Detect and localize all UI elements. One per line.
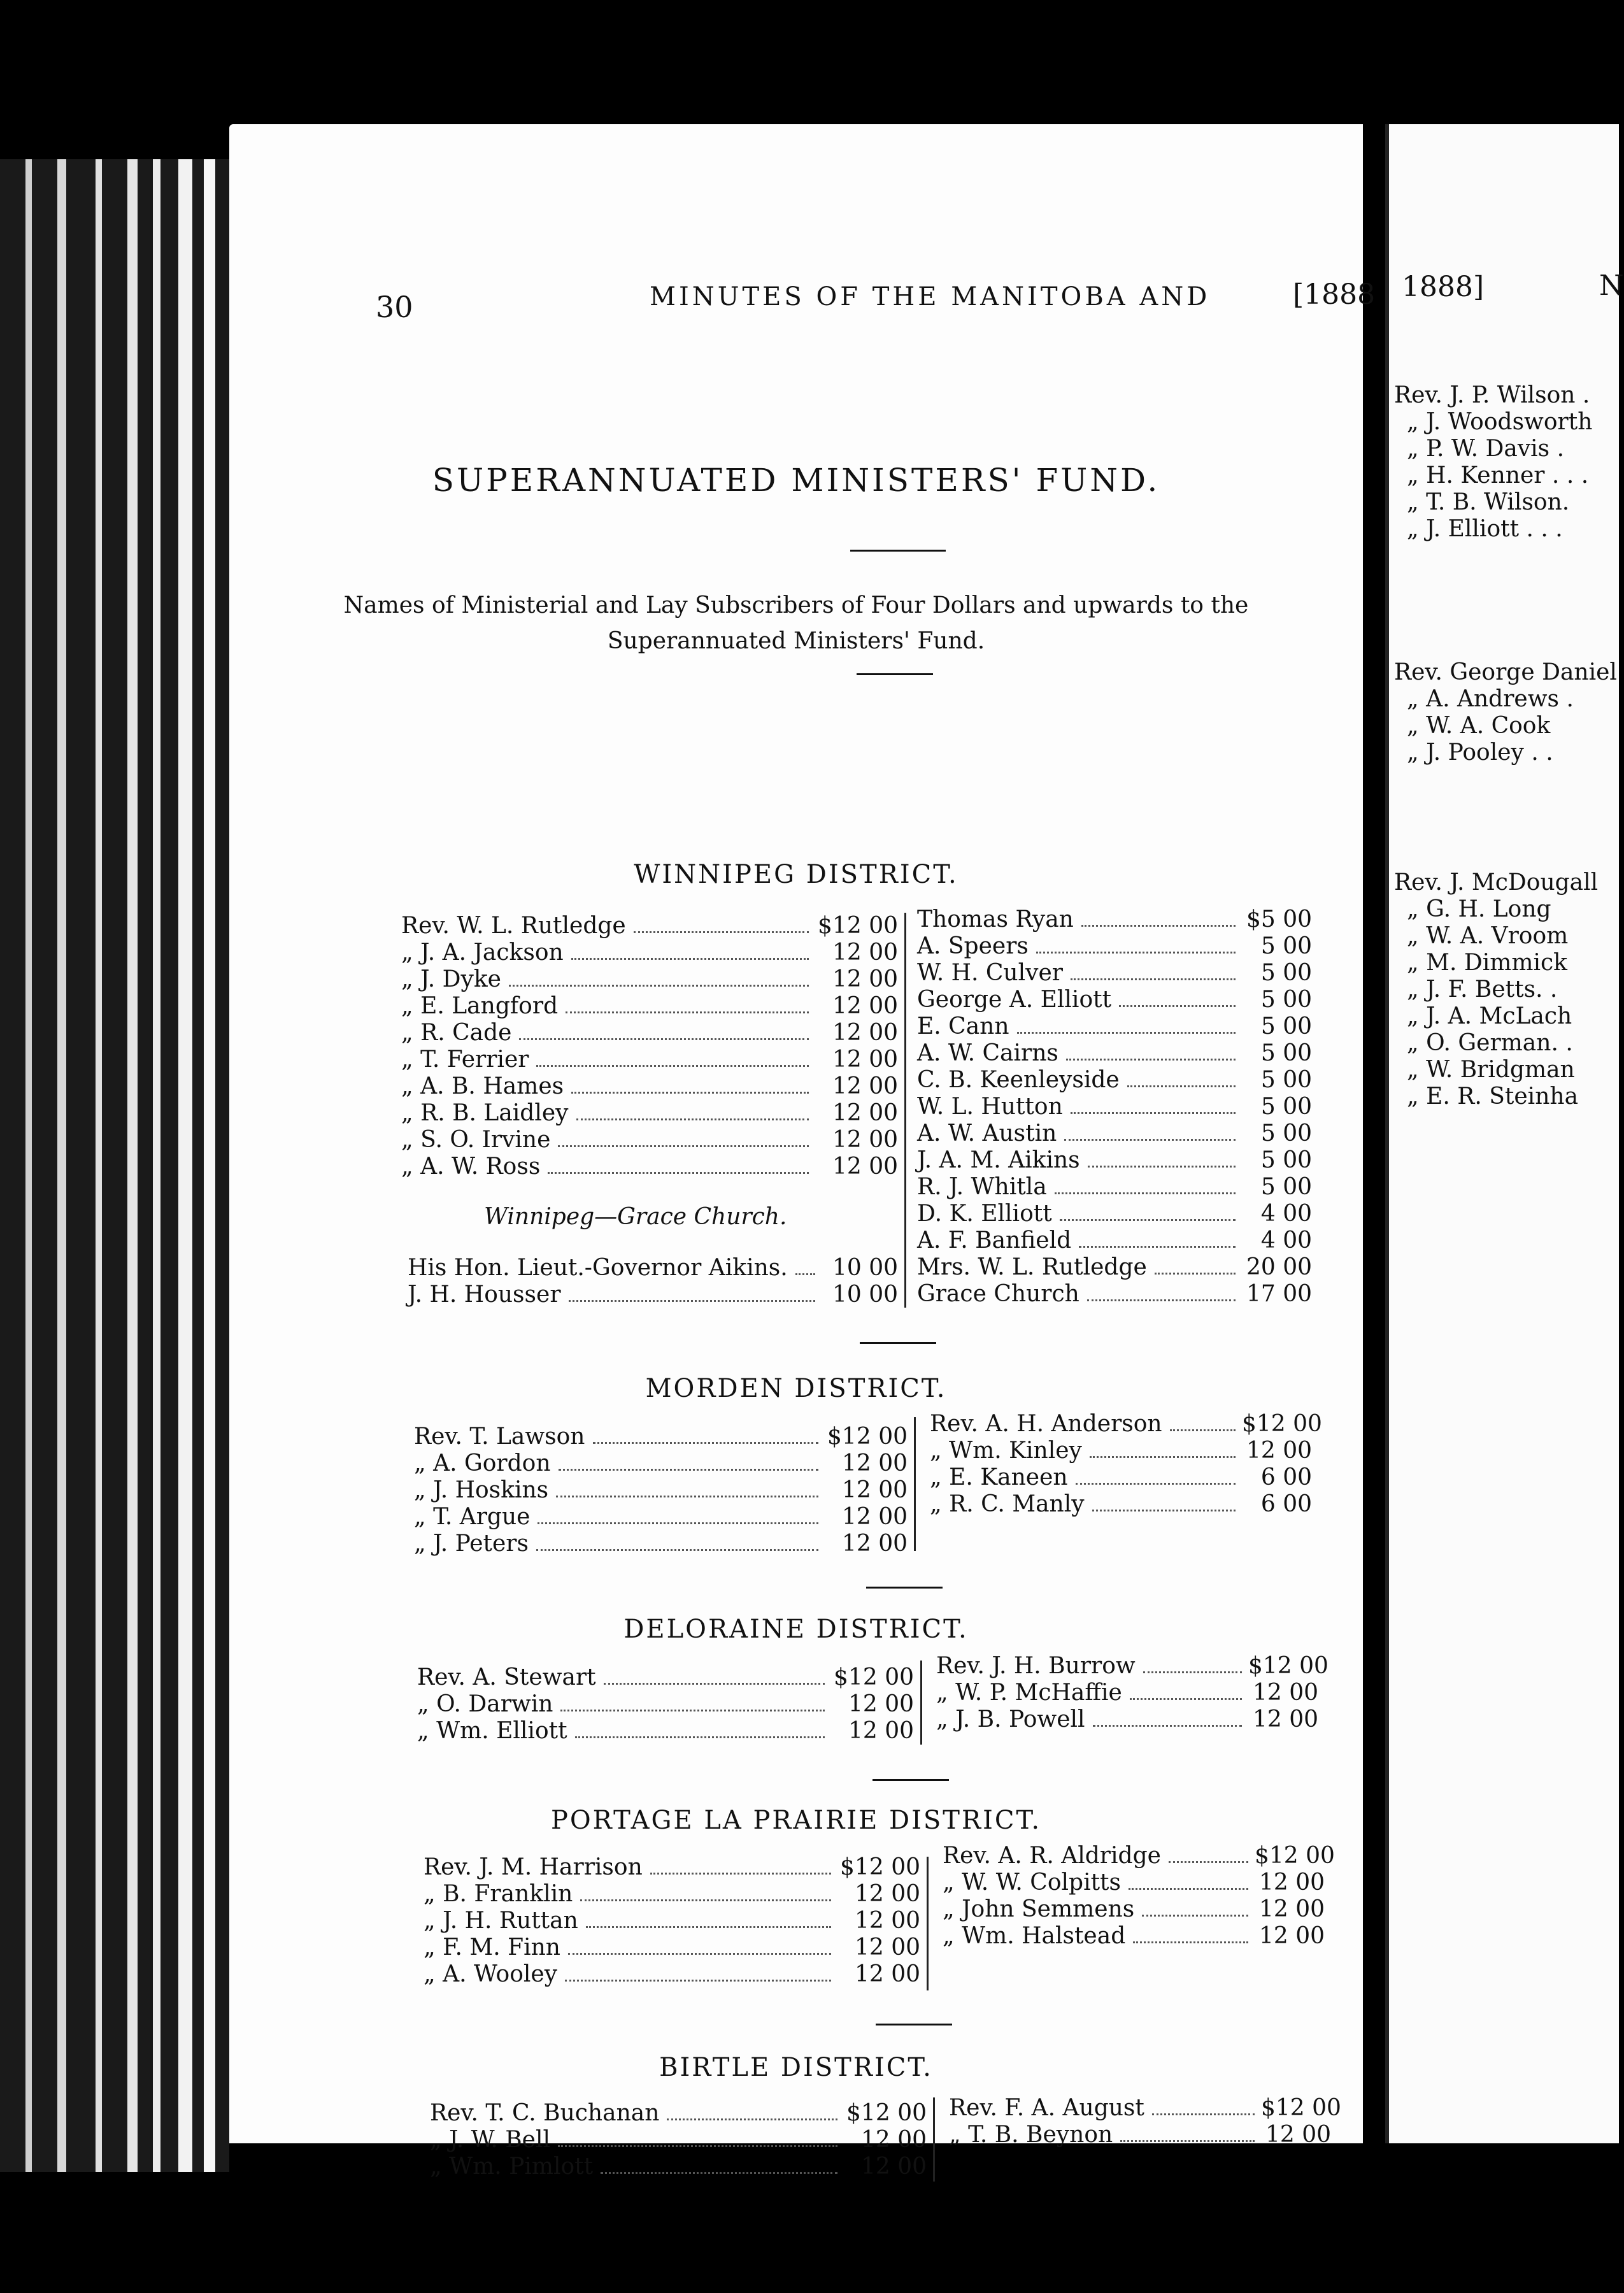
subscription-amount: 4 00 <box>1260 1201 1312 1227</box>
district-heading-morden: MORDEN DISTRICT. <box>645 1374 947 1403</box>
subscription-amount: 12 00 <box>832 1073 898 1099</box>
column-divider <box>933 2097 935 2182</box>
subscription-amount: $12 00 <box>1248 1653 1328 1679</box>
leader-dots <box>1055 1192 1236 1194</box>
subscriber-name: „ J. A. Jackson <box>401 939 564 966</box>
subscriber-name: „ Wm. Kinley <box>930 1438 1082 1464</box>
leader-dots <box>604 1683 825 1685</box>
leader-dots <box>1169 1861 1248 1863</box>
running-title: MINUTES OF THE MANITOBA AND <box>650 282 1211 311</box>
leader-dots <box>1133 1941 1248 1943</box>
leader-dots <box>509 985 809 987</box>
subscriber-name: A. F. Banfield <box>917 1227 1072 1254</box>
subscription-amount: 12 00 <box>832 1127 898 1153</box>
leader-dots <box>566 1011 809 1013</box>
leader-dots <box>1079 1246 1236 1248</box>
running-year: [1888 <box>1293 278 1376 311</box>
subscription-amount: 12 00 <box>841 1504 908 1530</box>
subscription-amount: 12 00 <box>832 1100 898 1126</box>
subscription-amount: $12 00 <box>834 1664 914 1690</box>
leader-dots <box>576 1118 809 1120</box>
leader-dots <box>580 1899 831 1901</box>
subscription-amount: 10 00 <box>832 1282 898 1308</box>
facing-subscriber-row: „ M. Dimmick <box>1407 950 1567 976</box>
book-page <box>229 124 1376 2180</box>
leader-dots <box>1066 1059 1236 1061</box>
subscriber-row <box>917 1281 1312 1308</box>
facing-year: 1888] <box>1402 271 1485 303</box>
subscriber-row <box>430 2127 927 2154</box>
subscriber-row <box>408 1282 898 1308</box>
subscription-amount: 12 00 <box>832 939 898 966</box>
subscriber-row <box>401 913 898 939</box>
subscription-amount: 12 00 <box>832 1046 898 1073</box>
subscription-amount: $12 00 <box>1242 1411 1322 1437</box>
subscriber-name: „ R. B. Laidley <box>401 1100 569 1126</box>
facing-subscriber-row: „ E. R. Steinha <box>1407 1083 1579 1110</box>
leader-dots <box>1142 1915 1248 1917</box>
subscription-amount: $12 00 <box>827 1424 908 1450</box>
grace-church-subheading: Winnipeg—Grace Church. <box>484 1204 787 1230</box>
subscription-amount: 12 00 <box>832 993 898 1019</box>
subscription-amount: $12 00 <box>1255 1843 1335 1869</box>
subscriber-name: „ Wm. Halstead <box>943 1923 1126 1949</box>
district-rule <box>873 1779 949 1781</box>
column-divider <box>904 913 906 1308</box>
subscription-amount: $12 00 <box>840 1854 920 1880</box>
facing-subscriber-row: Rev. J. P. Wilson . <box>1394 382 1590 408</box>
leader-dots <box>1093 1725 1242 1727</box>
facing-subscriber-row: „ W. A. Cook <box>1407 713 1551 739</box>
district-heading-portage: PORTAGE LA PRAIRIE DISTRICT. <box>550 1806 1042 1835</box>
leader-dots <box>536 1549 818 1551</box>
subscription-amount: 12 00 <box>848 1691 914 1717</box>
facing-subscriber-row: „ J. Pooley . . <box>1407 739 1553 766</box>
leader-dots <box>536 1065 809 1067</box>
book-page-edges <box>0 159 229 2172</box>
subscriber-row <box>917 933 1312 960</box>
subscription-amount: $12 00 <box>1261 2095 1341 2121</box>
subscriber-name: His Hon. Lieut.-Governor Aikins. <box>408 1255 788 1281</box>
subscriber-name: R. J. Whitla <box>917 1174 1047 1200</box>
subscription-amount: 12 00 <box>1258 1869 1325 1896</box>
subscriber-row <box>930 1464 1312 1491</box>
subscriber-row <box>417 1664 914 1691</box>
subscriber-name: „ T. Ferrier <box>401 1046 529 1073</box>
facing-subscriber-row: „ J. A. McLach <box>1407 1003 1572 1029</box>
leader-dots <box>1088 1166 1236 1168</box>
subscriber-row <box>917 1201 1312 1227</box>
subscriber-name: „ A. W. Ross <box>401 1154 541 1180</box>
subscriber-row <box>936 1706 1318 1733</box>
subscriber-row <box>424 1961 920 1988</box>
subscriber-row <box>930 1438 1312 1464</box>
subscriber-name: A. W. Austin <box>917 1120 1057 1146</box>
leader-dots <box>1076 1483 1236 1485</box>
leader-dots <box>1120 2140 1255 2142</box>
leader-dots <box>559 1469 818 1471</box>
subscription-amount: 12 00 <box>841 1450 908 1476</box>
subscriber-row <box>917 1147 1312 1174</box>
leader-dots <box>667 2118 837 2120</box>
subscriber-name: „ O. Darwin <box>417 1691 553 1717</box>
leader-dots <box>634 931 809 933</box>
subscriber-name: Rev. J. M. Harrison <box>424 1854 643 1880</box>
facing-subscriber-row: „ T. B. Wilson. <box>1407 489 1570 515</box>
subscription-amount: 12 00 <box>1258 1923 1325 1949</box>
subscriber-row <box>401 1073 898 1100</box>
subscriber-name: Rev. A. Stewart <box>417 1664 596 1690</box>
leader-dots <box>519 1038 809 1040</box>
column-divider <box>920 1661 922 1745</box>
subscriber-name: „ J. Hoskins <box>414 1477 549 1503</box>
leader-dots <box>558 1145 809 1147</box>
subscriber-name: „ J. B. Powell <box>936 1706 1085 1732</box>
subscriber-row <box>401 1020 898 1046</box>
subscriber-row <box>414 1477 908 1504</box>
subscriber-name: „ A. Gordon <box>414 1450 551 1476</box>
subscription-amount: 12 00 <box>1265 2122 1331 2148</box>
subscriber-name: „ T. Argue <box>414 1504 531 1530</box>
subscription-amount: 4 00 <box>1260 1227 1312 1254</box>
subscription-amount: 12 00 <box>860 2127 927 2153</box>
leader-dots <box>1119 1005 1236 1007</box>
subscriber-row <box>424 1934 920 1961</box>
facing-subscriber-row: Rev. George Daniel <box>1394 659 1617 685</box>
subscriber-row <box>917 1094 1312 1120</box>
leader-dots <box>1092 1510 1236 1511</box>
subscriber-row <box>401 966 898 993</box>
subscription-amount: 12 00 <box>1246 1438 1312 1464</box>
subscriber-name: W. H. Culver <box>917 960 1063 986</box>
subscriber-name: „ A. Wooley <box>424 1961 558 1987</box>
subscriber-row <box>917 1174 1312 1201</box>
subscription-amount: 5 00 <box>1260 1067 1312 1093</box>
subscription-amount: 12 00 <box>860 2154 927 2180</box>
intro-text: Names of Ministerial and Lay Subscribers of Four Dollars and upwards to the Superannuated Ministers' Fund. <box>343 592 1249 654</box>
subscriber-row <box>936 1653 1328 1680</box>
leader-dots <box>1071 1112 1236 1114</box>
leader-dots <box>795 1273 815 1275</box>
leader-dots <box>565 1980 831 1982</box>
facing-subscriber-row: Rev. J. McDougall <box>1394 869 1599 896</box>
facing-subscriber-row: „ P. W. Davis . <box>1407 436 1565 462</box>
subscriber-name: C. B. Keenleyside <box>917 1067 1120 1093</box>
subscriber-row <box>430 2100 927 2127</box>
subscription-amount: 5 00 <box>1260 987 1312 1013</box>
subscriber-row <box>430 2154 927 2180</box>
facing-subscriber-row: „ J. F. Betts. . <box>1407 976 1558 1003</box>
leader-dots <box>558 2145 837 2147</box>
district-rule <box>876 2024 952 2025</box>
subscription-amount: 5 00 <box>1260 960 1312 986</box>
subscriber-row <box>949 2122 1331 2148</box>
subscriber-name: „ W. W. Colpitts <box>943 1869 1121 1896</box>
subscriber-name: Rev. A. R. Aldridge <box>943 1843 1161 1869</box>
subscriber-row <box>917 960 1312 987</box>
subscriber-row <box>424 1854 920 1881</box>
district-heading-birtle: BIRTLE DISTRICT. <box>659 2053 933 2082</box>
subscriber-row <box>401 939 898 966</box>
subscriber-name: A. W. Cairns <box>917 1040 1058 1066</box>
subscriber-name: „ J. Dyke <box>401 966 501 992</box>
subscriber-row <box>949 2095 1341 2122</box>
subscription-amount: 12 00 <box>854 1881 920 1907</box>
subscriber-name: „ A. B. Hames <box>401 1073 564 1099</box>
subscriber-name: „ R. Cade <box>401 1020 512 1046</box>
leader-dots <box>571 1092 809 1094</box>
subscriber-name: A. Speers <box>917 933 1029 959</box>
subscription-amount: 12 00 <box>841 1477 908 1503</box>
facing-subscriber-row: „ O. German. . <box>1407 1030 1573 1056</box>
leader-dots <box>1090 1456 1236 1458</box>
district-heading-winnipeg: WINNIPEG DISTRICT. <box>634 860 958 889</box>
subscription-amount: 5 00 <box>1260 1174 1312 1200</box>
subscriber-name: „ W. P. McHaffie <box>936 1680 1122 1706</box>
subscriber-name: Rev. W. L. Rutledge <box>401 913 626 939</box>
subscription-amount: 12 00 <box>848 1718 914 1744</box>
subscriber-row <box>943 1896 1325 1923</box>
subscriber-name: „ T. B. Beynon <box>949 2122 1113 2148</box>
facing-subscriber-row: „ W. Bridgman <box>1407 1057 1575 1083</box>
subscriber-name: W. L. Hutton <box>917 1094 1063 1120</box>
subscription-amount: 12 00 <box>841 1531 908 1557</box>
subscriber-name: Thomas Ryan <box>917 906 1074 932</box>
leader-dots <box>1036 952 1236 954</box>
fund-title: SUPERANNUATED MINISTERS' FUND. <box>432 462 1160 499</box>
subscriber-name: Mrs. W. L. Rutledge <box>917 1254 1147 1280</box>
leader-dots <box>556 1496 818 1497</box>
leader-dots <box>1129 1888 1248 1890</box>
subscription-amount: 12 00 <box>832 966 898 992</box>
column-divider <box>914 1417 916 1551</box>
subscriber-name: George A. Elliott <box>917 987 1112 1013</box>
leader-dots <box>593 1442 819 1444</box>
subscription-amount: 5 00 <box>1260 1094 1312 1120</box>
subscriber-row <box>424 1881 920 1908</box>
subscriber-row <box>917 1013 1312 1040</box>
subscriber-name: Rev. T. Lawson <box>414 1424 585 1450</box>
subscriber-name: „ S. O. Irvine <box>401 1127 551 1153</box>
leader-dots <box>575 1736 825 1738</box>
subscriber-row <box>401 1127 898 1154</box>
subscriber-row <box>943 1923 1325 1950</box>
district-rule <box>866 1587 943 1589</box>
subscription-amount: 6 00 <box>1260 1464 1312 1490</box>
leader-dots <box>586 1926 831 1928</box>
subscriber-name: „ J. W. Bell <box>430 2127 550 2153</box>
title-rule <box>850 550 946 552</box>
subscriber-row <box>917 906 1312 933</box>
subscription-amount: 5 00 <box>1260 1147 1312 1173</box>
leader-dots <box>560 1710 825 1711</box>
facing-page <box>1385 124 1624 2143</box>
subscription-amount: 12 00 <box>832 1154 898 1180</box>
subscriber-row <box>917 1227 1312 1254</box>
subscription-amount: 17 00 <box>1246 1281 1312 1307</box>
column-divider <box>927 1857 929 1990</box>
leader-dots <box>1130 1698 1242 1700</box>
leader-dots <box>1017 1032 1236 1034</box>
subscription-amount: 12 00 <box>1252 1706 1318 1732</box>
subscription-amount: 12 00 <box>854 1961 920 1987</box>
subscriber-name: J. H. Housser <box>408 1282 561 1308</box>
subscriber-row <box>917 1254 1312 1281</box>
subscriber-row <box>917 1120 1312 1147</box>
facing-subscriber-row: „ H. Kenner . . . <box>1407 462 1589 489</box>
leader-dots <box>1071 978 1236 980</box>
subscriber-row <box>417 1691 914 1718</box>
subscriber-row <box>401 1154 898 1180</box>
intro-rule <box>857 673 933 675</box>
leader-dots <box>571 958 809 960</box>
subscriber-name: „ Wm. Pimlott <box>430 2154 594 2180</box>
leader-dots <box>650 1873 831 1875</box>
district-heading-deloraine: DELORAINE DISTRICT. <box>623 1615 969 1644</box>
leader-dots <box>601 2172 837 2174</box>
subscriber-row <box>930 1491 1312 1518</box>
leader-dots <box>568 1953 831 1955</box>
subscriber-name: Grace Church <box>917 1281 1079 1307</box>
subscriber-row <box>401 993 898 1020</box>
leader-dots <box>1170 1429 1236 1431</box>
subscriber-row <box>424 1908 920 1934</box>
subscriber-row <box>943 1843 1335 1869</box>
subscription-amount: 5 00 <box>1260 1120 1312 1146</box>
subscriber-row <box>414 1504 908 1531</box>
subscriber-row <box>417 1718 914 1745</box>
subscriber-name: „ F. M. Finn <box>424 1934 560 1961</box>
facing-subscriber-row: „ J. Elliott . . . <box>1407 516 1563 542</box>
subscriber-row <box>930 1411 1322 1438</box>
leader-dots <box>1127 1085 1236 1087</box>
subscriber-name: Rev. F. A. August <box>949 2095 1144 2121</box>
subscription-amount: 20 00 <box>1246 1254 1312 1280</box>
subscriber-name: E. Cann <box>917 1013 1009 1039</box>
leader-dots <box>1087 1299 1236 1301</box>
subscriber-name: D. K. Elliott <box>917 1201 1052 1227</box>
leader-dots <box>548 1172 809 1174</box>
subscriber-name: „ Wm. Elliott <box>417 1718 567 1744</box>
subscription-amount: 5 00 <box>1260 1013 1312 1039</box>
leader-dots <box>1152 2113 1255 2115</box>
facing-running-letter: N <box>1599 269 1624 302</box>
facing-subscriber-row: „ A. Andrews . <box>1407 686 1574 712</box>
subscription-amount: 10 00 <box>832 1255 898 1281</box>
page-number: 30 <box>376 290 413 324</box>
subscriber-row <box>414 1531 908 1557</box>
subscriber-name: Rev. T. C. Buchanan <box>430 2100 660 2126</box>
subscriber-row <box>414 1450 908 1477</box>
subscriber-name: Rev. J. H. Burrow <box>936 1653 1136 1679</box>
subscription-amount: $5 00 <box>1246 906 1312 932</box>
leader-dots <box>1060 1219 1236 1221</box>
subscriber-name: „ E. Kaneen <box>930 1464 1068 1490</box>
subscriber-name: „ E. Langford <box>401 993 559 1019</box>
subscriber-name: J. A. M. Aikins <box>917 1147 1080 1173</box>
facing-subscriber-row: „ G. H. Long <box>1407 896 1551 922</box>
subscriber-name: Rev. A. H. Anderson <box>930 1411 1162 1437</box>
subscription-amount: $12 00 <box>818 913 898 939</box>
subscription-amount: 12 00 <box>1252 1680 1318 1706</box>
subscriber-name: „ B. Franklin <box>424 1881 573 1907</box>
subscriber-name: „ J. Peters <box>414 1531 529 1557</box>
subscription-amount: $12 00 <box>846 2100 927 2126</box>
subscription-amount: 5 00 <box>1260 933 1312 959</box>
leader-dots <box>1081 925 1236 927</box>
subscriber-row <box>401 1100 898 1127</box>
leader-dots <box>1155 1273 1236 1275</box>
subscriber-row <box>917 1067 1312 1094</box>
subscription-amount: 12 00 <box>854 1934 920 1961</box>
leader-dots <box>1064 1139 1236 1141</box>
subscription-amount: 12 00 <box>854 1908 920 1934</box>
subscriber-name: „ J. H. Ruttan <box>424 1908 578 1934</box>
leader-dots <box>569 1300 815 1302</box>
subscriber-row <box>917 1040 1312 1067</box>
subscriber-row <box>408 1255 898 1282</box>
subscriber-name: „ John Semmens <box>943 1896 1135 1922</box>
subscriber-row <box>414 1424 908 1450</box>
subscription-amount: 12 00 <box>1258 1896 1325 1922</box>
leader-dots <box>1143 1671 1242 1673</box>
subscriber-row <box>943 1869 1325 1896</box>
facing-subscriber-row: „ W. A. Vroom <box>1407 923 1569 949</box>
leader-dots <box>538 1522 818 1524</box>
subscriber-name: „ R. C. Manly <box>930 1491 1085 1517</box>
subscriber-row <box>401 1046 898 1073</box>
subscription-amount: 12 00 <box>832 1020 898 1046</box>
subscription-amount: 5 00 <box>1260 1040 1312 1066</box>
subscription-amount: 6 00 <box>1260 1491 1312 1517</box>
facing-subscriber-row: „ J. Woodsworth <box>1407 409 1593 435</box>
subscriber-row <box>936 1680 1318 1706</box>
district-rule <box>860 1342 936 1344</box>
subscriber-row <box>917 987 1312 1013</box>
